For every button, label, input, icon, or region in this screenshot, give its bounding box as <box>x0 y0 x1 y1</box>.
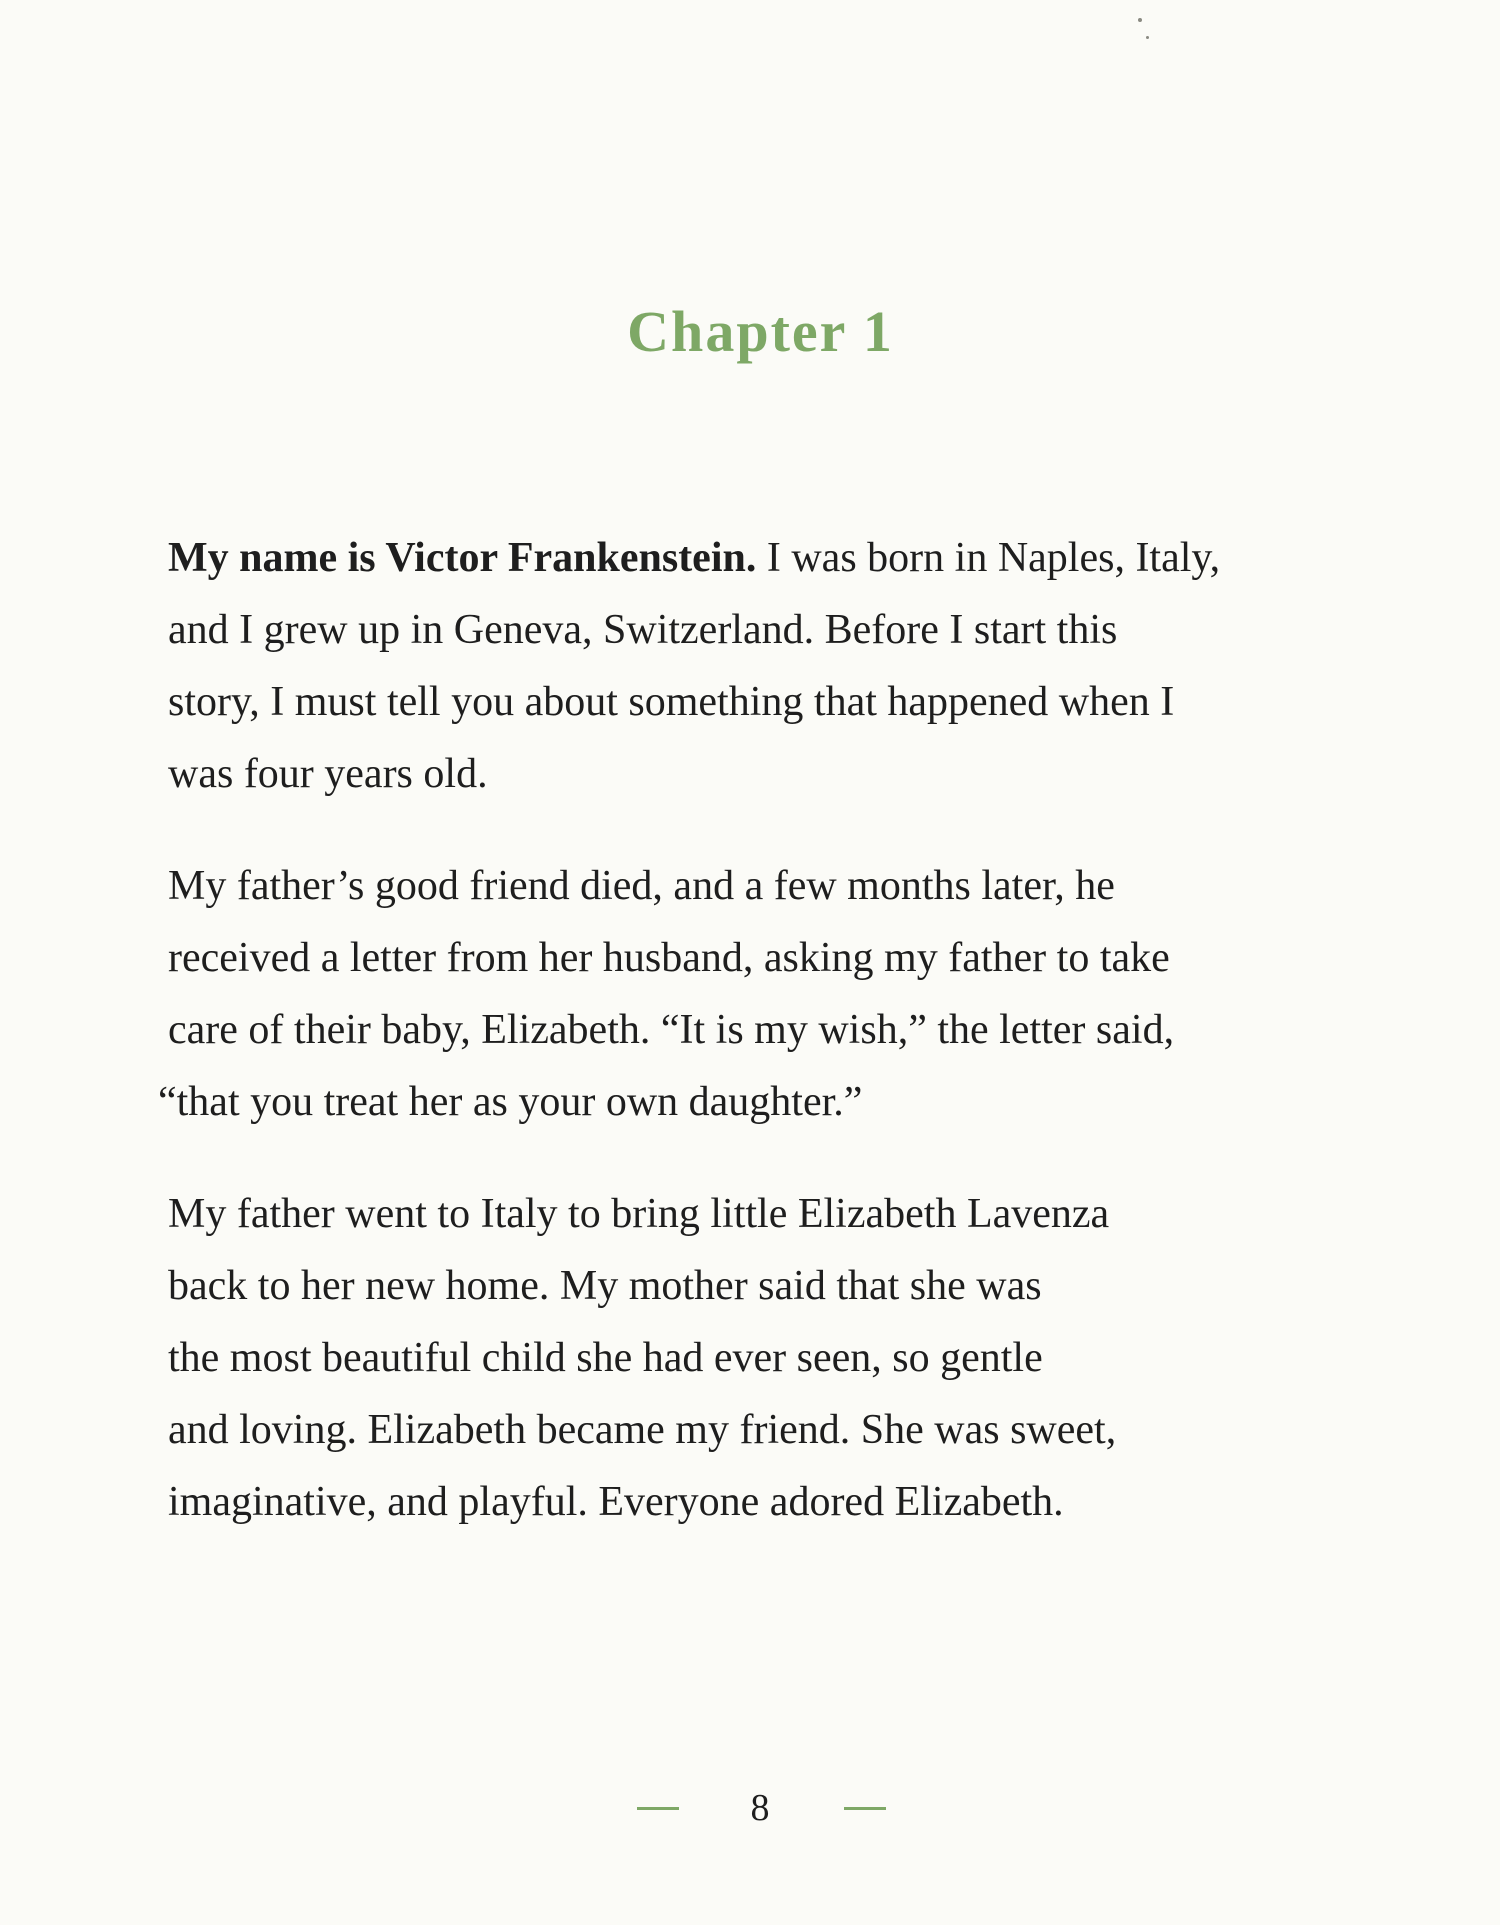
paper-speck <box>1138 18 1142 22</box>
lead-in-text: My name is Victor Frankenstein. <box>168 535 757 581</box>
paragraph-line: story, I must tell you about something that happened when I <box>168 679 1175 725</box>
paragraph-line: and loving. Elizabeth became my friend. She was sweet, <box>168 1407 1117 1453</box>
paragraph-line: received a letter from her husband, asking my father to take <box>168 935 1170 981</box>
paragraph-line: “that you treat her as your own daughter.” <box>158 1079 863 1125</box>
paragraph-1 <box>168 522 1398 810</box>
paragraph-line <box>168 522 1398 594</box>
paragraph-line: and I grew up in Geneva, Switzerland. Before I start this <box>168 607 1118 653</box>
paragraph-line-text: I was born in Naples, Italy, <box>756 535 1221 581</box>
paragraph-line: imaginative, and playful. Everyone adored Elizabeth. <box>168 1479 1064 1525</box>
paragraph-line: back to her new home. My mother said that she was <box>168 1263 1042 1309</box>
paper-speck <box>1146 36 1149 39</box>
chapter-title: Chapter 1 <box>627 299 894 364</box>
page-footer <box>0 1786 1500 1830</box>
paragraph-line: My father’s good friend died, and a few months later, he <box>168 863 1115 909</box>
paragraph-line: care of their baby, Elizabeth. “It is my wish,” the letter said, <box>168 1007 1175 1053</box>
paragraph-2 <box>158 850 1398 1138</box>
footer-dash-right <box>844 1807 886 1810</box>
paragraph-line: the most beautiful child she had ever seen, so gentle <box>168 1335 1043 1381</box>
chapter-body <box>158 522 1398 1578</box>
footer-dash-left <box>637 1807 679 1810</box>
paragraph-line: was four years old. <box>168 751 488 797</box>
paragraph-3 <box>168 1178 1398 1538</box>
paragraph-line: My father went to Italy to bring little Elizabeth Lavenza <box>168 1191 1110 1237</box>
page-number: 8 <box>750 1787 770 1829</box>
